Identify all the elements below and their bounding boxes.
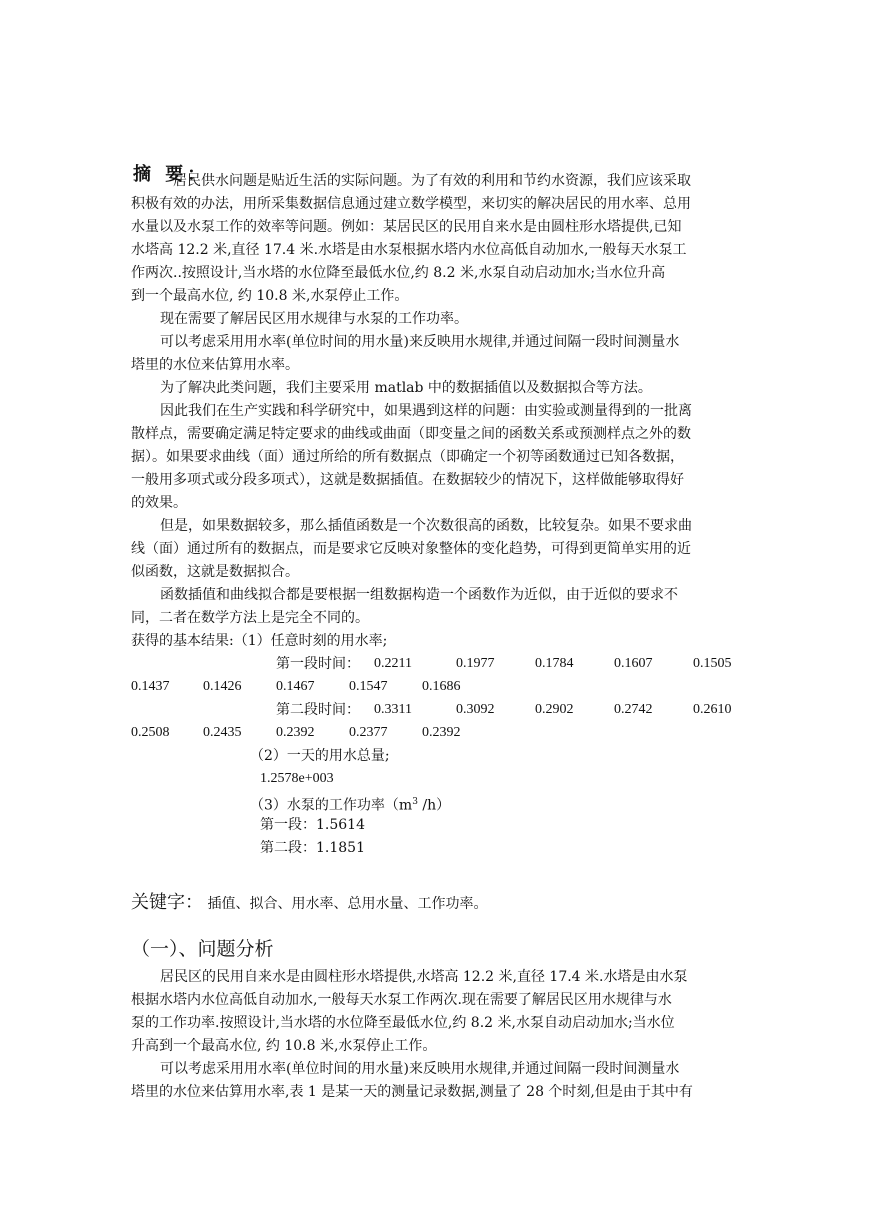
section1-p1-line: 泵的工作功率.按照设计,当水塔的水位降至最低水位,约 8.2 米,水泵自动启动加水;当水位 xyxy=(131,1015,675,1031)
segment1-value: 0.1437 xyxy=(131,679,170,694)
abstract-p6-line: 似函数，这就是数据拟合。 xyxy=(131,564,299,580)
abstract-p3-line: 可以考虑采用用水率(单位时间的用水量)来反映用水规律,并通过间隔一段时间测量水 xyxy=(160,334,680,350)
abstract-p5-line: 据）。如果要求曲线（面）通过所给的所有数据点（即确定一个初等函数通过已知各数据， xyxy=(131,449,684,465)
segment1-value: 0.1505 xyxy=(693,656,732,671)
abstract-p1-line: 水量以及水泵工作的效率等问题。例如：某居民区的民用自来水是由圆柱形水塔提供,已知 xyxy=(131,219,682,235)
pump-power-segment2: 第二段：1.1851 xyxy=(260,840,365,856)
abstract-heading: 摘 要： xyxy=(133,164,210,185)
segment2-value: 0.2508 xyxy=(131,725,170,740)
section1-p1-line: 升高到一个最高水位, 约 10.8 米,水泵停止工作。 xyxy=(131,1038,437,1054)
abstract-p6-line: 但是，如果数据较多，那么插值函数是一个次数很高的函数，比较复杂。如果不要求曲 xyxy=(160,518,692,534)
segment1-value: 0.1977 xyxy=(456,656,495,671)
abstract-p1-line: 水塔高 12.2 米,直径 17.4 米.水塔是由水泵根据水塔内水位高低自动加水,一般每天水泵工 xyxy=(131,242,687,258)
segment2-value: 0.2902 xyxy=(535,702,574,717)
segment2-value: 0.2377 xyxy=(349,725,388,740)
abstract-p2: 现在需要了解居民区用水规律与水泵的工作功率。 xyxy=(160,311,468,327)
segment2-value: 0.3092 xyxy=(456,702,495,717)
abstract-p3-line: 塔里的水位来估算用水率。 xyxy=(131,357,299,373)
segment2-value: 0.3311 xyxy=(374,702,412,717)
section1-p1-line: 居民区的民用自来水是由圆柱形水塔提供,水塔高 12.2 米,直径 17.4 米.水塔是由水泵 xyxy=(160,969,688,985)
segment1-value: 0.1547 xyxy=(349,679,388,694)
keywords-text: 插值、拟合、用水率、总用水量、工作功率。 xyxy=(203,896,488,912)
keywords xyxy=(131,888,487,914)
segment1-value: 0.1784 xyxy=(535,656,574,671)
pump-power-segment1: 第一段：1.5614 xyxy=(260,817,365,833)
segment2-value: 0.2392 xyxy=(422,725,461,740)
abstract-p1-line: 到一个最高水位, 约 10.8 米,水泵停止工作。 xyxy=(131,288,409,304)
result-3-label: （3）水泵的工作功率（$m^3$ /h） xyxy=(250,797,451,814)
segment2-value: 0.2610 xyxy=(693,702,732,717)
section1-p2-line: 塔里的水位来估算用水率,表 1 是某一天的测量记录数据,测量了 28 个时刻,但是由于其中有 xyxy=(131,1084,693,1100)
segment2-value: 0.2742 xyxy=(614,702,653,717)
segment1-value: 0.1686 xyxy=(422,679,461,694)
segment1-value: 0.1607 xyxy=(614,656,653,671)
result-2-label: （2）一天的用水总量; xyxy=(250,748,390,764)
abstract-p5-line: 散样点，需要确定满足特定要求的曲线或曲面（即变量之间的函数关系或预测样点之外的数 xyxy=(131,426,691,442)
segment1-value: 0.2211 xyxy=(374,656,412,671)
section1-p1-line: 根据水塔内水位高低自动加水,一般每天水泵工作两次.现在需要了解居民区用水规律与水 xyxy=(131,992,672,1008)
abstract-p1-line: 居民供水问题是贴近生活的实际问题。为了有效的利用和节约水资源，我们应该采取 xyxy=(173,173,691,189)
keywords-label: 关键字： xyxy=(131,892,203,913)
section-heading: （一）、问题分析 xyxy=(131,938,274,960)
segment1-label: 第一段时间： xyxy=(276,656,360,672)
abstract-p4: 为了解决此类问题，我们主要采用 matlab 中的数据插值以及数据拟合等方法。 xyxy=(160,380,652,396)
abstract-p5-line: 一般用多项式或分段多项式），这就是数据插值。在数据较少的情况下，这样做能够取得好 xyxy=(131,472,684,488)
total-water-value: 1.2578e+003 xyxy=(260,771,334,786)
segment1-value: 0.1467 xyxy=(276,679,315,694)
abstract-p5-line: 因此我们在生产实践和科学研究中，如果遇到这样的问题：由实验或测量得到的一批离 xyxy=(160,403,692,419)
segment2-label: 第二段时间： xyxy=(276,702,360,718)
segment1-value: 0.1426 xyxy=(203,679,242,694)
abstract-p6-line: 线（面）通过所有的数据点，而是要求它反映对象整体的变化趋势，可得到更简单实用的近 xyxy=(131,541,691,557)
abstract-p7-line: 函数插值和曲线拟合都是要根据一组数据构造一个函数作为近似，由于近似的要求不 xyxy=(160,587,678,603)
segment2-value: 0.2435 xyxy=(203,725,242,740)
abstract-p1-line: 积极有效的办法，用所采集数据信息通过建立数学模型，来切实的解决居民的用水率、总用 xyxy=(131,196,691,212)
abstract-p5-line: 的效果。 xyxy=(131,495,187,511)
segment2-value: 0.2392 xyxy=(276,725,315,740)
results-intro: 获得的基本结果:（1）任意时刻的用水率; xyxy=(131,633,388,649)
section1-p2-line: 可以考虑采用用水率(单位时间的用水量)来反映用水规律,并通过间隔一段时间测量水 xyxy=(160,1061,680,1077)
abstract-p7-line: 同，二者在数学方法上是完全不同的。 xyxy=(131,610,369,626)
abstract-p1-line: 作两次..按照设计,当水塔的水位降至最低水位,约 8.2 米,水泵自动启动加水;当水位升高 xyxy=(131,265,666,281)
